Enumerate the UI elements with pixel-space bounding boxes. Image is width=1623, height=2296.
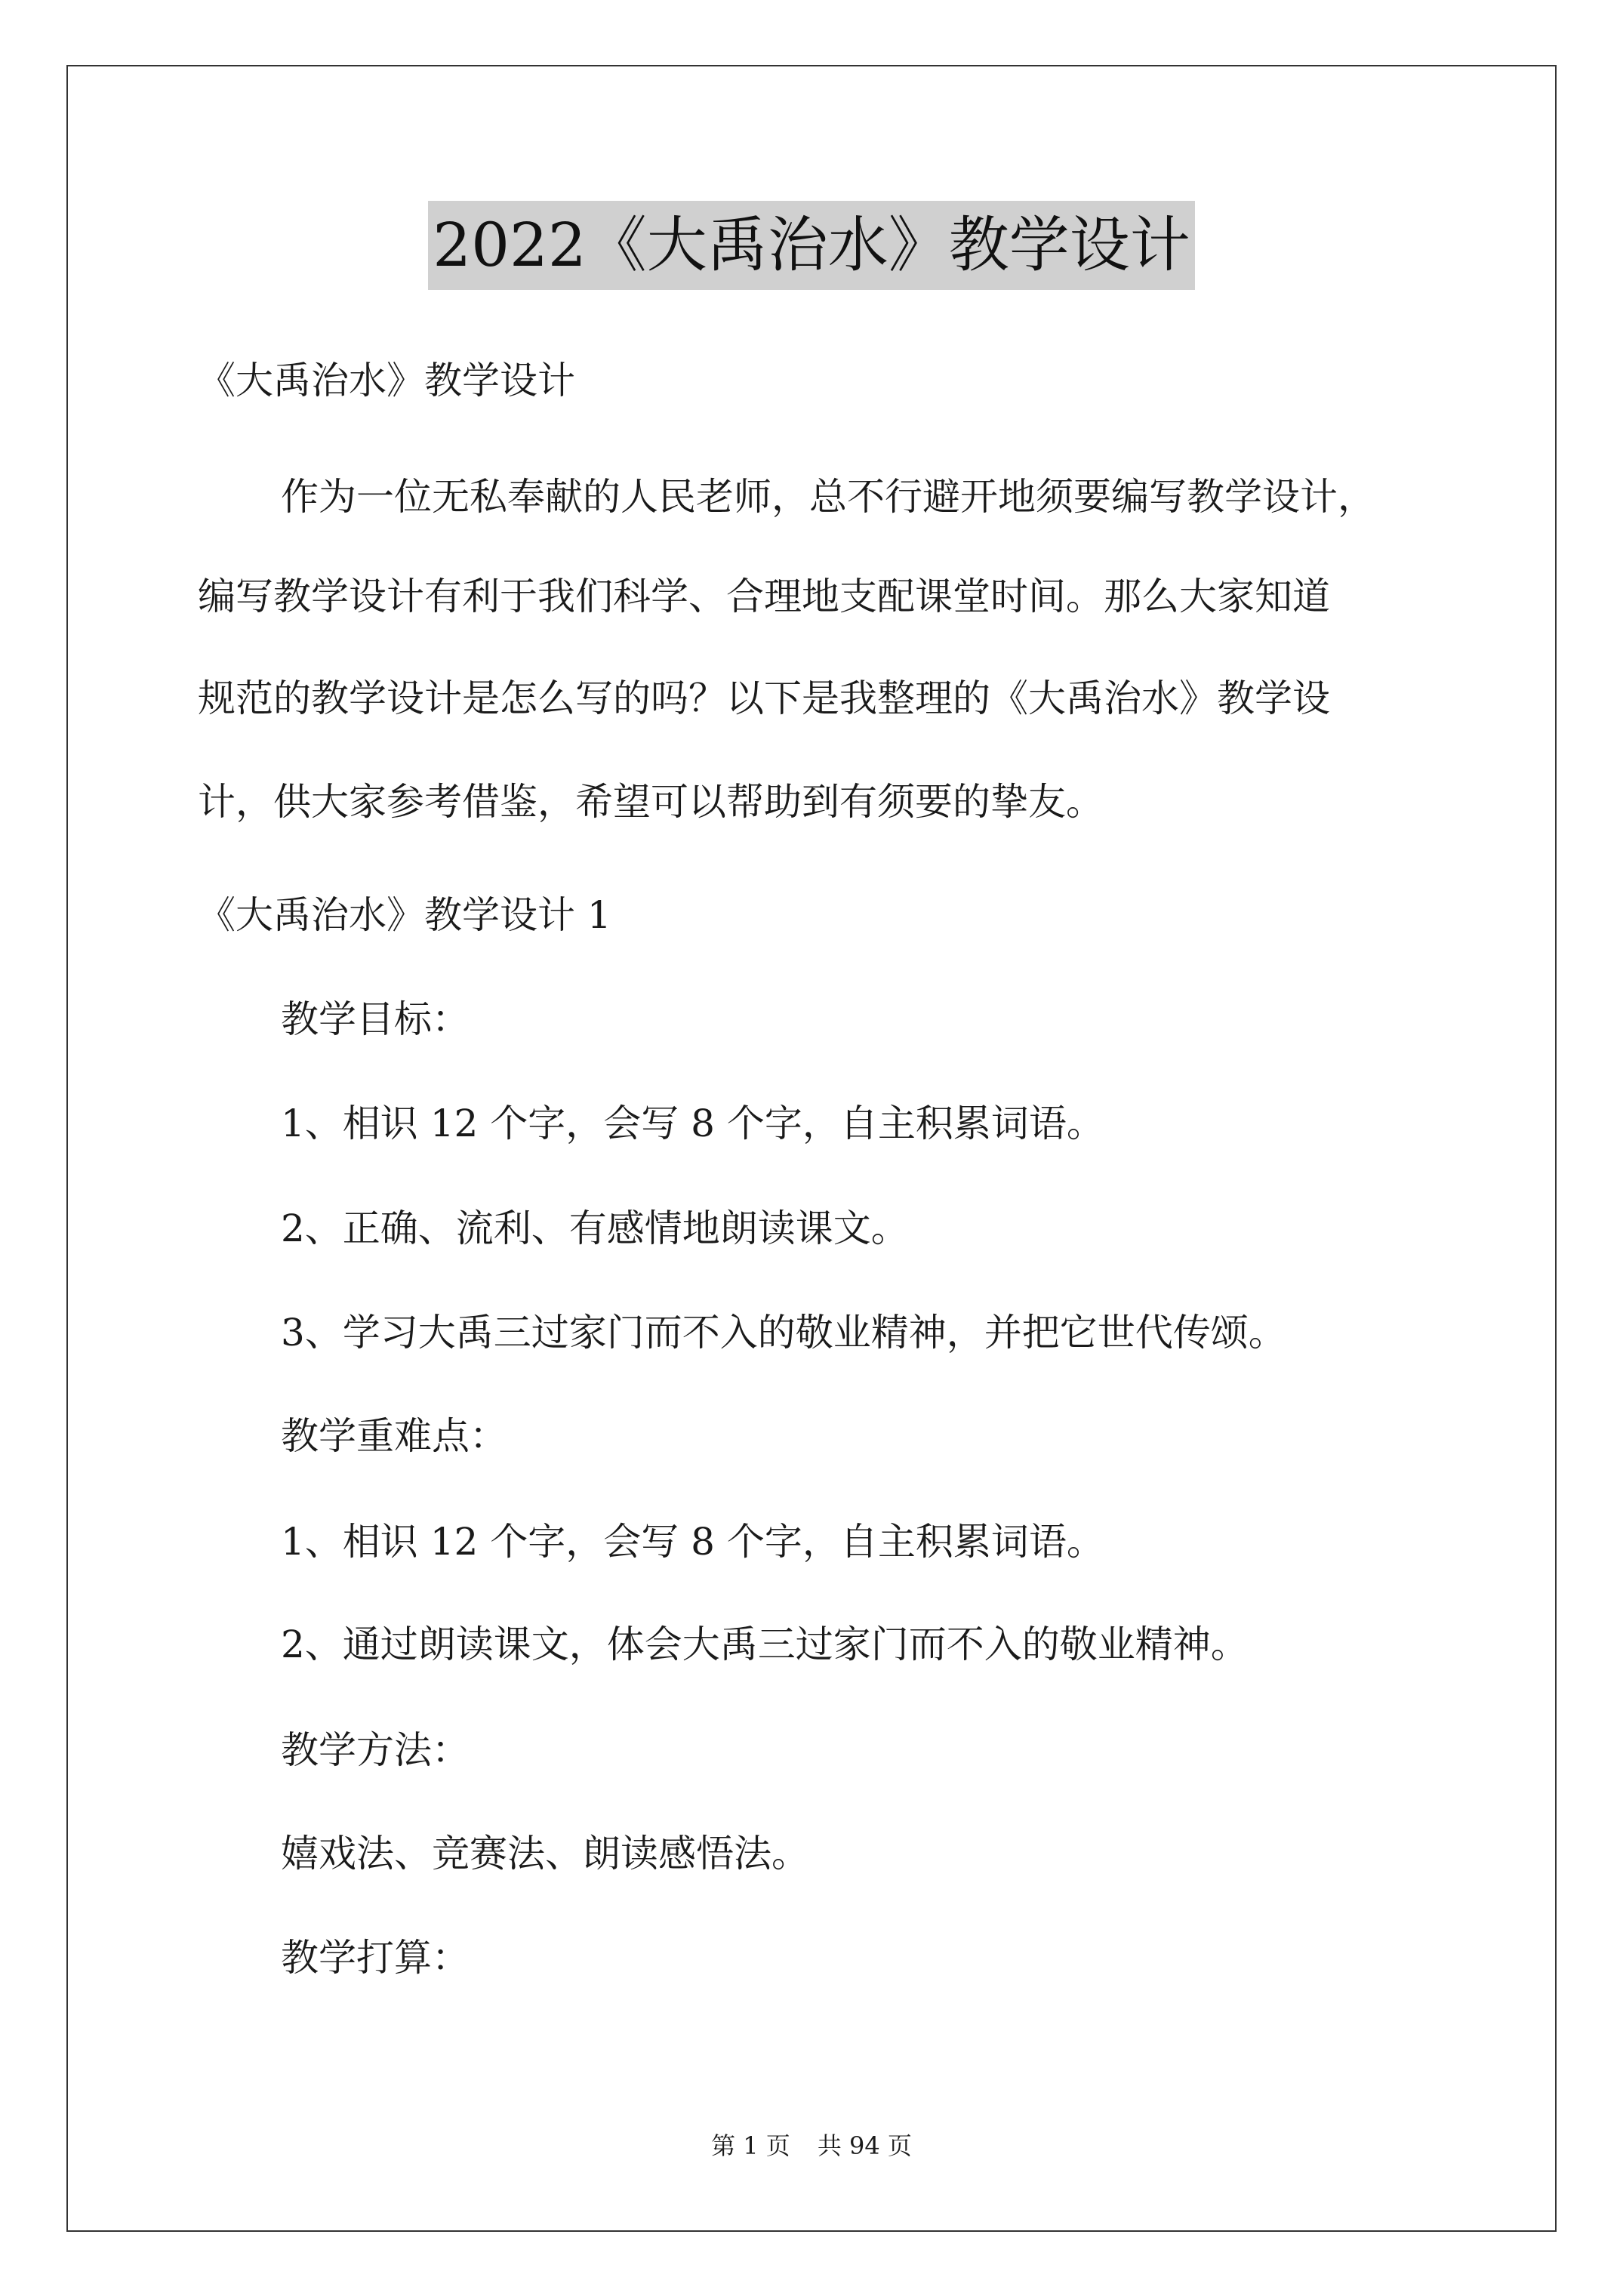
title-container — [0, 201, 1623, 290]
paragraph-line: 规范的教学设计是怎么写的吗？以下是我整理的《大禹治水》教学设 — [198, 676, 1330, 720]
paragraph-line: 计，供大家参考借鉴，希望可以帮助到有须要的挚友。 — [198, 780, 1104, 824]
subheading-key-points: 教学重难点： — [281, 1414, 507, 1458]
page-total: 共 94 页 — [817, 2131, 912, 2160]
document-title: 2022《大禹治水》教学设计 — [428, 201, 1195, 290]
list-item: 2、通过朗读课文，体会大禹三过家门而不入的敬业精神。 — [281, 1623, 1249, 1666]
subheading-methods: 教学方法： — [281, 1728, 470, 1772]
paragraph-line: 嬉戏法、竞赛法、朗读感悟法。 — [281, 1832, 809, 1875]
subheading-goals: 教学目标： — [281, 997, 470, 1041]
subheading-preparation: 教学打算： — [281, 1936, 470, 1980]
paragraph-line: 编写教学设计有利于我们科学、合理地支配课堂时间。那么大家知道 — [198, 575, 1330, 618]
page-footer — [0, 2131, 1623, 2161]
list-item: 1、相识 12 个字，会写 8 个字，自主积累词语。 — [281, 1102, 1104, 1145]
list-item: 3、学习大禹三过家门而不入的敬业精神，并把它世代传颂。 — [281, 1311, 1286, 1354]
list-item: 1、相识 12 个字，会写 8 个字，自主积累词语。 — [281, 1520, 1104, 1564]
section-heading: 《大禹治水》教学设计 1 — [198, 893, 611, 937]
paragraph-line: 作为一位无私奉献的人民老师，总不行避开地须要编写教学设计， — [281, 475, 1375, 519]
page-number: 第 1 页 — [711, 2131, 790, 2160]
list-item: 2、正确、流利、有感情地朗读课文。 — [281, 1207, 909, 1250]
heading-line: 《大禹治水》教学设计 — [198, 359, 575, 402]
